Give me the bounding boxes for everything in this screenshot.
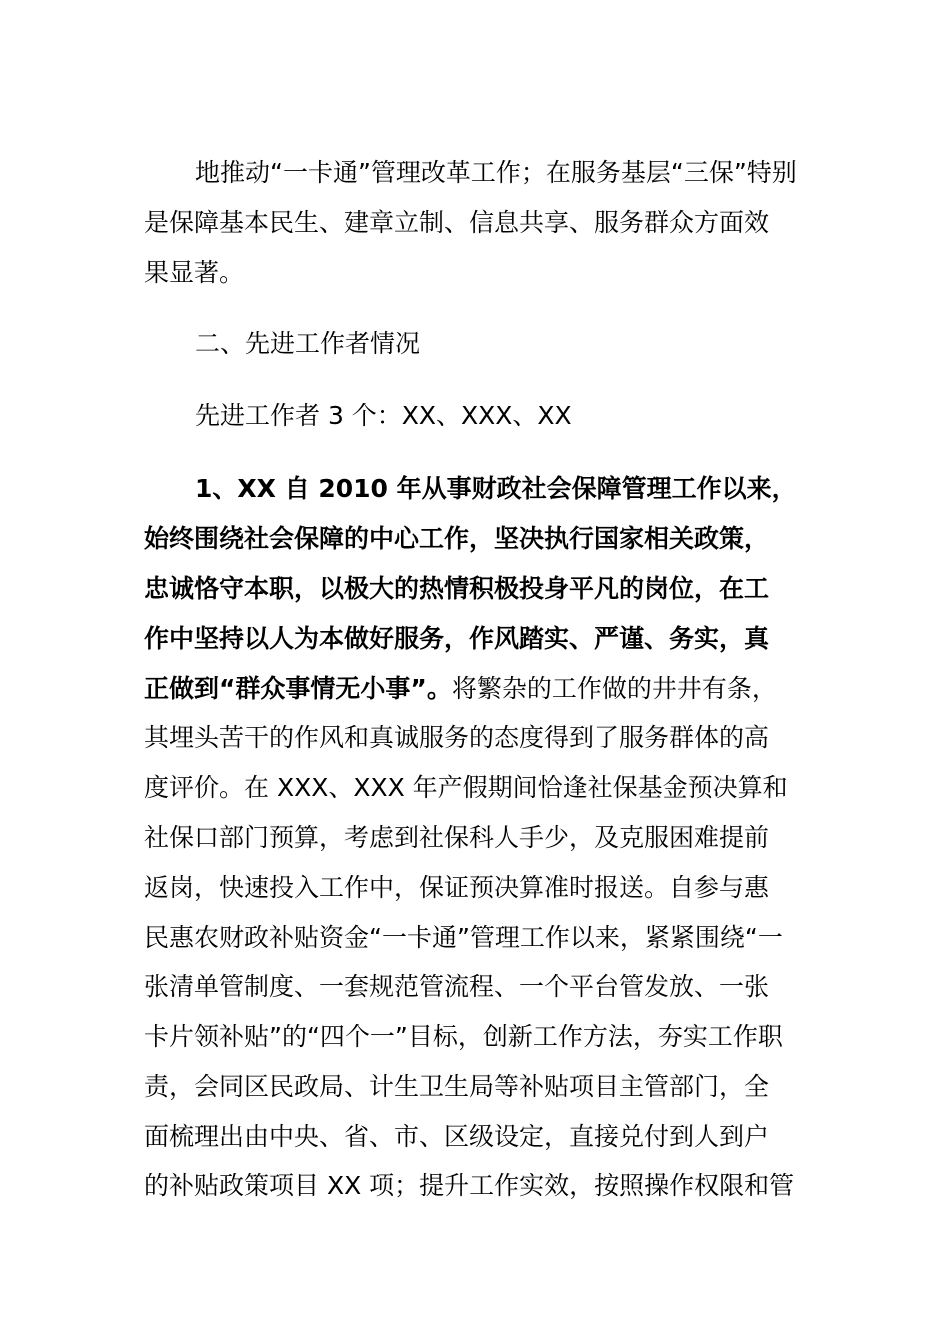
paragraph-line: 地推动“一卡通”管理改革工作；在服务基层“三保”特别	[195, 158, 797, 187]
paragraph-line-bold: 1、XX 自 2010 年从事财政社会保障管理工作以来，	[195, 474, 797, 503]
paragraph-line: 卡片领补贴”的“四个一”目标，创新工作方法，夯实工作职	[144, 1022, 783, 1051]
paragraph-line: 返岗，快速投入工作中，保证预决算准时报送。自参与惠	[144, 873, 770, 902]
paragraph-line-bold: 作中坚持以人为本做好服务，作风踏实、严谨、务实，真	[144, 624, 770, 653]
paragraph-line: 张清单管制度、一套规范管流程、一个平台管发放、一张	[144, 972, 770, 1001]
paragraph-line: 其埋头苦干的作风和真诚服务的态度得到了服务群体的高	[144, 723, 770, 752]
workers-line: 先进工作者 3 个：XX、XXX、XX	[195, 401, 572, 430]
paragraph-line-bold: 始终围绕社会保障的中心工作，坚决执行国家相关政策，	[144, 524, 770, 553]
paragraph-line: 度评价。在 XXX、XXX 年产假期间恰逢社保基金预决算和	[144, 773, 788, 802]
paragraph-line-mixed	[144, 673, 777, 705]
section-heading: 二、先进工作者情况	[195, 329, 421, 358]
paragraph-line: 民惠农财政补贴资金“一卡通”管理工作以来，紧紧围绕“一	[144, 923, 783, 952]
normal-run: 将繁杂的工作做的井井有条，	[451, 674, 777, 703]
paragraph-line: 责，会同区民政局、计生卫生局等补贴项目主管部门，全	[144, 1072, 770, 1101]
paragraph-line: 面梳理出由中央、省、市、区级设定，直接兑付到人到户	[144, 1122, 770, 1151]
paragraph-line: 社保口部门预算，考虑到社保科人手少，及克服困难提前	[144, 823, 770, 852]
bold-run: 正做到“群众事情无小事”。	[144, 674, 452, 703]
paragraph-line: 是保障基本民生、建章立制、信息共享、服务群众方面效	[144, 208, 770, 237]
paragraph-line-bold: 忠诚恪守本职，以极大的热情积极投身平凡的岗位，在工	[144, 574, 770, 603]
paragraph-line: 果显著。	[144, 258, 245, 287]
paragraph-line: 的补贴政策项目 XX 项；提升工作实效，按照操作权限和管	[144, 1171, 795, 1200]
